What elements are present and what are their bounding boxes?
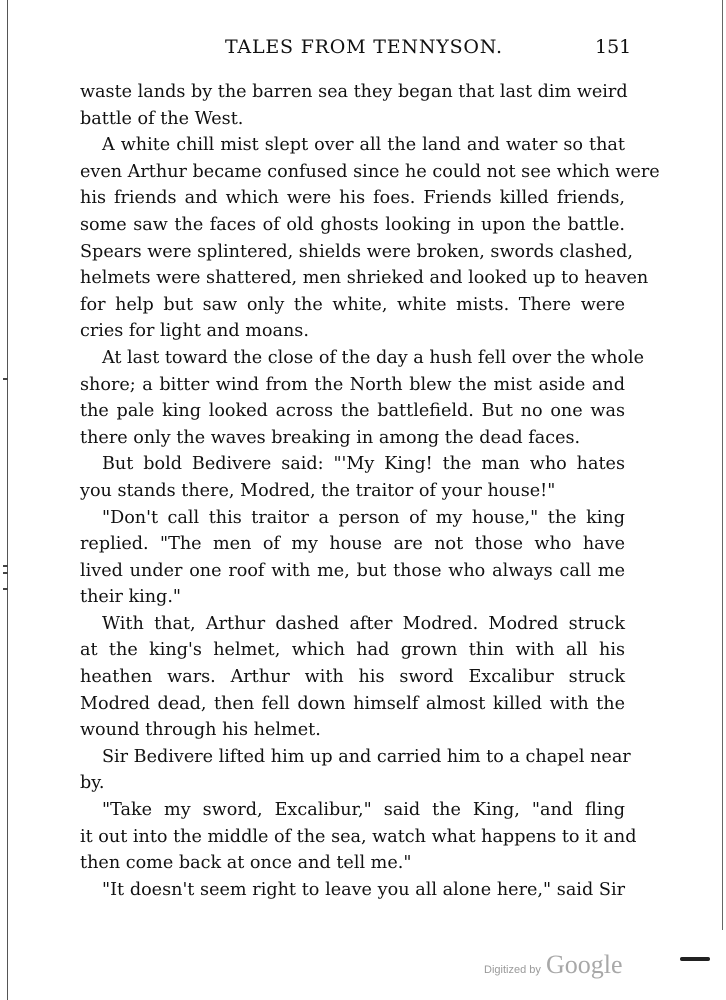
body-text (80, 79, 660, 903)
text-line: Sir Bedivere lifted him up and carried him to a chapel near (102, 746, 631, 767)
google-logo: Google (545, 950, 623, 979)
text-line: at the king's helmet, which had grown thin with all his (80, 640, 625, 661)
text-line: it out into the middle of the sea, watch what happens to it and (80, 826, 637, 847)
text-line: battle of the West. (80, 108, 244, 129)
text-line: some saw the faces of old ghosts looking in upon the battle. (80, 214, 625, 235)
text-line: then come back at once and tell me." (80, 853, 412, 874)
running-head: TALES FROM TENNYSON. (225, 36, 503, 58)
page-number: 151 (595, 36, 632, 58)
text-line: by. (80, 773, 105, 794)
text-line: Spears were splintered, shields were broken, swords clashed, (80, 241, 633, 262)
text-line: At last toward the close of the day a hush fell over the whole (102, 347, 645, 368)
text-line: the pale king looked across the battlefield. But no one was (80, 401, 625, 422)
watermark-prefix: Digitized by (484, 964, 541, 976)
text-line: even Arthur became confused since he could not see which were (80, 161, 660, 182)
text-line: But bold Bedivere said: "'My King! the man who hates (102, 454, 625, 475)
text-line: his friends and which were his foes. Friends killed friends, (80, 188, 625, 209)
margin-mark (3, 572, 8, 574)
text-line: waste lands by the barren sea they began that last dim weird (80, 82, 628, 102)
margin-mark (3, 588, 8, 590)
page-right-edge (722, 0, 723, 930)
text-line: you stands there, Modred, the traitor of your house!" (80, 480, 556, 501)
page-left-edge (7, 0, 8, 1000)
text-line: there only the waves breaking in among the dead faces. (80, 427, 581, 448)
text-line: A white chill mist slept over all the land and water so that (102, 135, 625, 156)
text-line: replied. "The men of my house are not those who have (80, 534, 625, 555)
text-line: "Don't call this traitor a person of my house," the king (102, 507, 625, 528)
text-line: Modred dead, then fell down himself almost killed with the (80, 693, 625, 714)
text-line: heathen wars. Arthur with his sword Excalibur struck (80, 667, 625, 688)
page-header (0, 36, 726, 60)
text-line: helmets were shattered, men shrieked and looked up to heaven (80, 268, 649, 289)
text-line: With that, Arthur dashed after Modred. Modred struck (102, 613, 625, 634)
margin-mark (3, 378, 8, 380)
text-line: shore; a bitter wind from the North blew the mist aside and (80, 374, 625, 395)
text-line: "It doesn't seem right to leave you all alone here," said Sir (102, 879, 625, 900)
text-line: cries for light and moans. (80, 321, 309, 342)
text-line: wound through his helmet. (80, 720, 321, 741)
page-edge-dash (680, 957, 710, 961)
text-line: their king." (80, 587, 182, 608)
text-line: lived under one roof with me, but those who always call me (80, 560, 625, 581)
margin-mark (3, 565, 8, 567)
digitized-watermark (484, 950, 623, 980)
text-line: for help but saw only the white, white mists. There were (80, 294, 625, 315)
text-line: "Take my sword, Excalibur," said the King, "and fling (102, 800, 625, 821)
